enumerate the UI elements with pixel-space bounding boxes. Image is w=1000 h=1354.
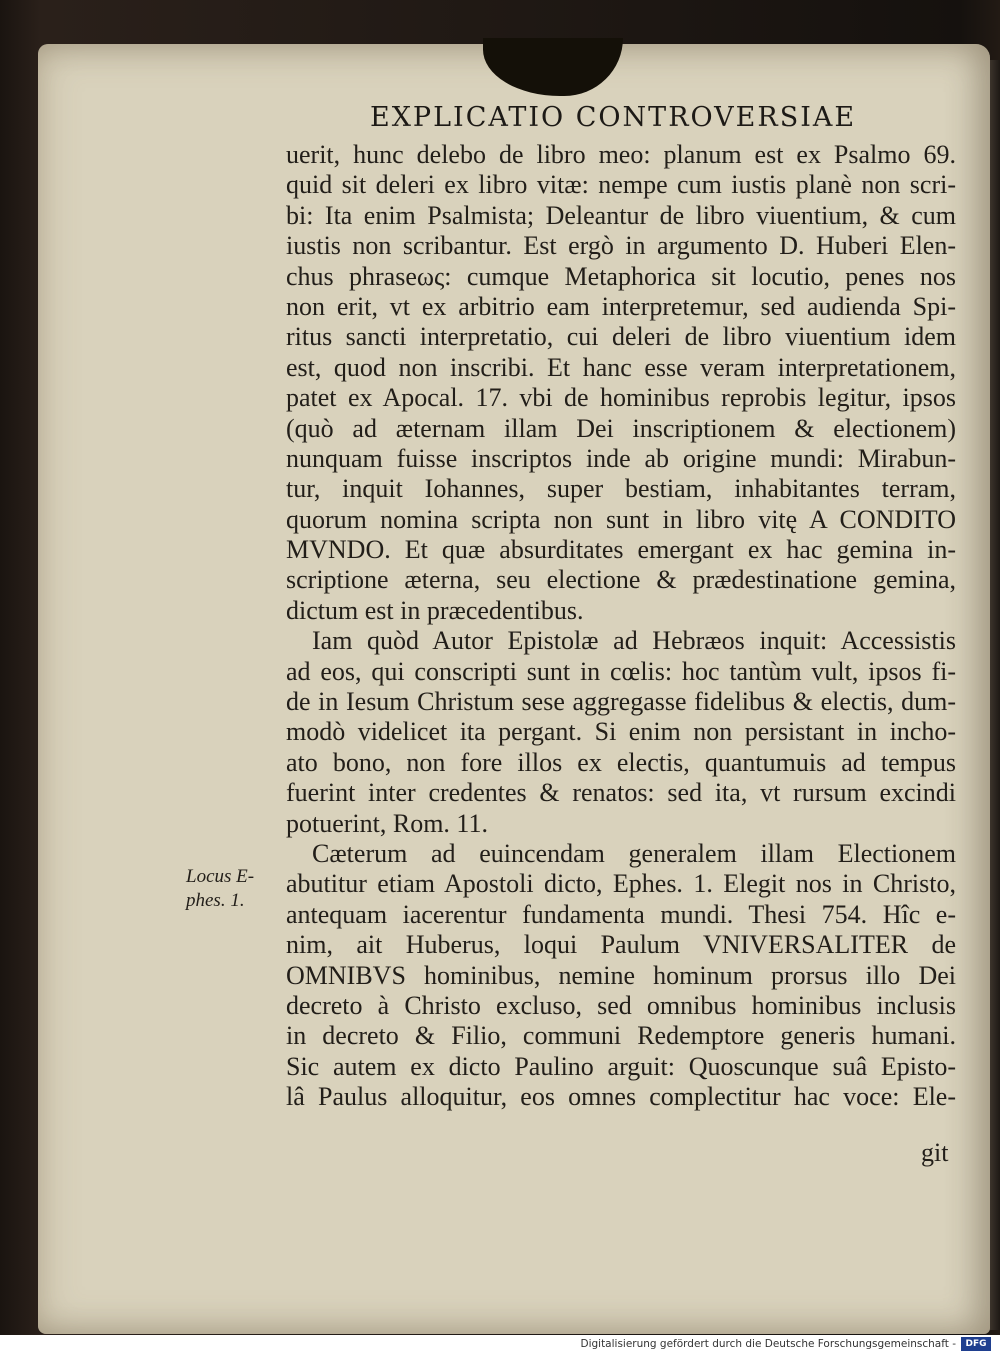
text-line: Cæterum ad euincendam generalem illam Electionem (312, 838, 956, 868)
text-line: modò videlicet ita pergant. Si enim non persistant in incho- (286, 717, 956, 747)
text-line: lâ Paulus alloquitur, eos omnes complectitur hac voce: Ele- (286, 1082, 956, 1112)
text-line: quorum nomina scripta non sunt in libro vitę A CONDITO (286, 504, 956, 534)
text-line: in decreto & Filio, communi Redemptore generis humani. (286, 1021, 956, 1051)
text-line: ad eos, qui conscripti sunt in cœlis: hoc tantùm vult, ipsos fi- (286, 656, 956, 686)
margin-note-line: phes. 1. (186, 890, 245, 911)
text-line: MVNDO. Et quæ absurditates emergant ex hac gemina in- (286, 535, 956, 565)
text-line: ritus sancti interpretatio, cui deleri de libro viuentium idem (286, 322, 956, 352)
text-line: abutitur etiam Apostoli dicto, Ephes. 1. Elegit nos in Christo, (286, 869, 956, 899)
text-line: nim, ait Huberus, loqui Paulum VNIVERSALITER de (286, 930, 956, 960)
text-line: de in Iesum Christum sese aggregasse fidelibus & electis, dum- (286, 687, 956, 717)
text-line: uerit, hunc delebo de libro meo: planum est ex Psalmo 69. (286, 140, 956, 169)
footer-credit: Digitalisierung gefördert durch die Deutsche Forschungsgemeinschaft - (580, 1338, 956, 1350)
body-text (286, 140, 956, 1113)
text-line: bi: Ita enim Psalmista; Deleantur de libro viuentium, & cum (286, 200, 956, 230)
text-line: Sic autem ex dicto Paulino arguit: Quoscunque suâ Episto- (286, 1051, 956, 1081)
text-line: chus phraseως: cumque Metaphorica sit locutio, penes nos (286, 261, 956, 291)
text-line: est, quod non inscribi. Et hanc esse veram interpretationem, (286, 352, 956, 382)
text-line: antequam iacerentur fundamenta mundi. Thesi 754. Hîc e- (286, 899, 956, 929)
margin-note-line: Locus E- (186, 866, 255, 887)
text-line: decreto à Christo excluso, sed omnibus hominibus inclusis (286, 990, 956, 1020)
text-line: patet ex Apocal. 17. vbi de hominibus reprobis legitur, ipsos (286, 383, 956, 413)
catchword: git (921, 1138, 949, 1167)
text-line: iustis non scribantur. Est ergò in argumento D. Huberi Elen- (286, 231, 956, 261)
margin-note (186, 865, 268, 913)
dfg-logo: DFG (961, 1337, 991, 1351)
text-line: scriptione æterna, seu electione & prædestinatione gemina, (286, 565, 956, 595)
text-line: (quò ad æternam illam Dei inscriptionem & electionem) (286, 413, 956, 443)
text-line: ato bono, non fore illos ex electis, quantumuis ad tempus (286, 747, 956, 777)
text-line: tur, inquit Iohannes, super bestiam, inhabitantes terram, (286, 474, 956, 504)
text-line: OMNIBVS hominibus, nemine hominum prorsus illo Dei (286, 960, 956, 990)
text-line: dictum est in præcedentibus. (286, 595, 584, 625)
text-line: quid sit deleri ex libro vitæ: nempe cum iustis planè non scri- (286, 170, 956, 200)
text-line: fuerint inter credentes & renatos: sed ita, vt rursum excindi (286, 778, 956, 808)
text-line: nunquam fuisse inscriptos inde ab origine mundi: Mirabun- (286, 443, 956, 473)
text-line: non erit, vt ex arbitrio eam interpretemur, sed audienda Spi- (286, 291, 956, 321)
text-line: Iam quòd Autor Epistolæ ad Hebræos inquit: Accessistis (312, 626, 956, 656)
text-line: potuerint, Rom. 11. (286, 808, 488, 838)
running-head: EXPLICATIO CONTROVERSIAE (370, 102, 857, 133)
